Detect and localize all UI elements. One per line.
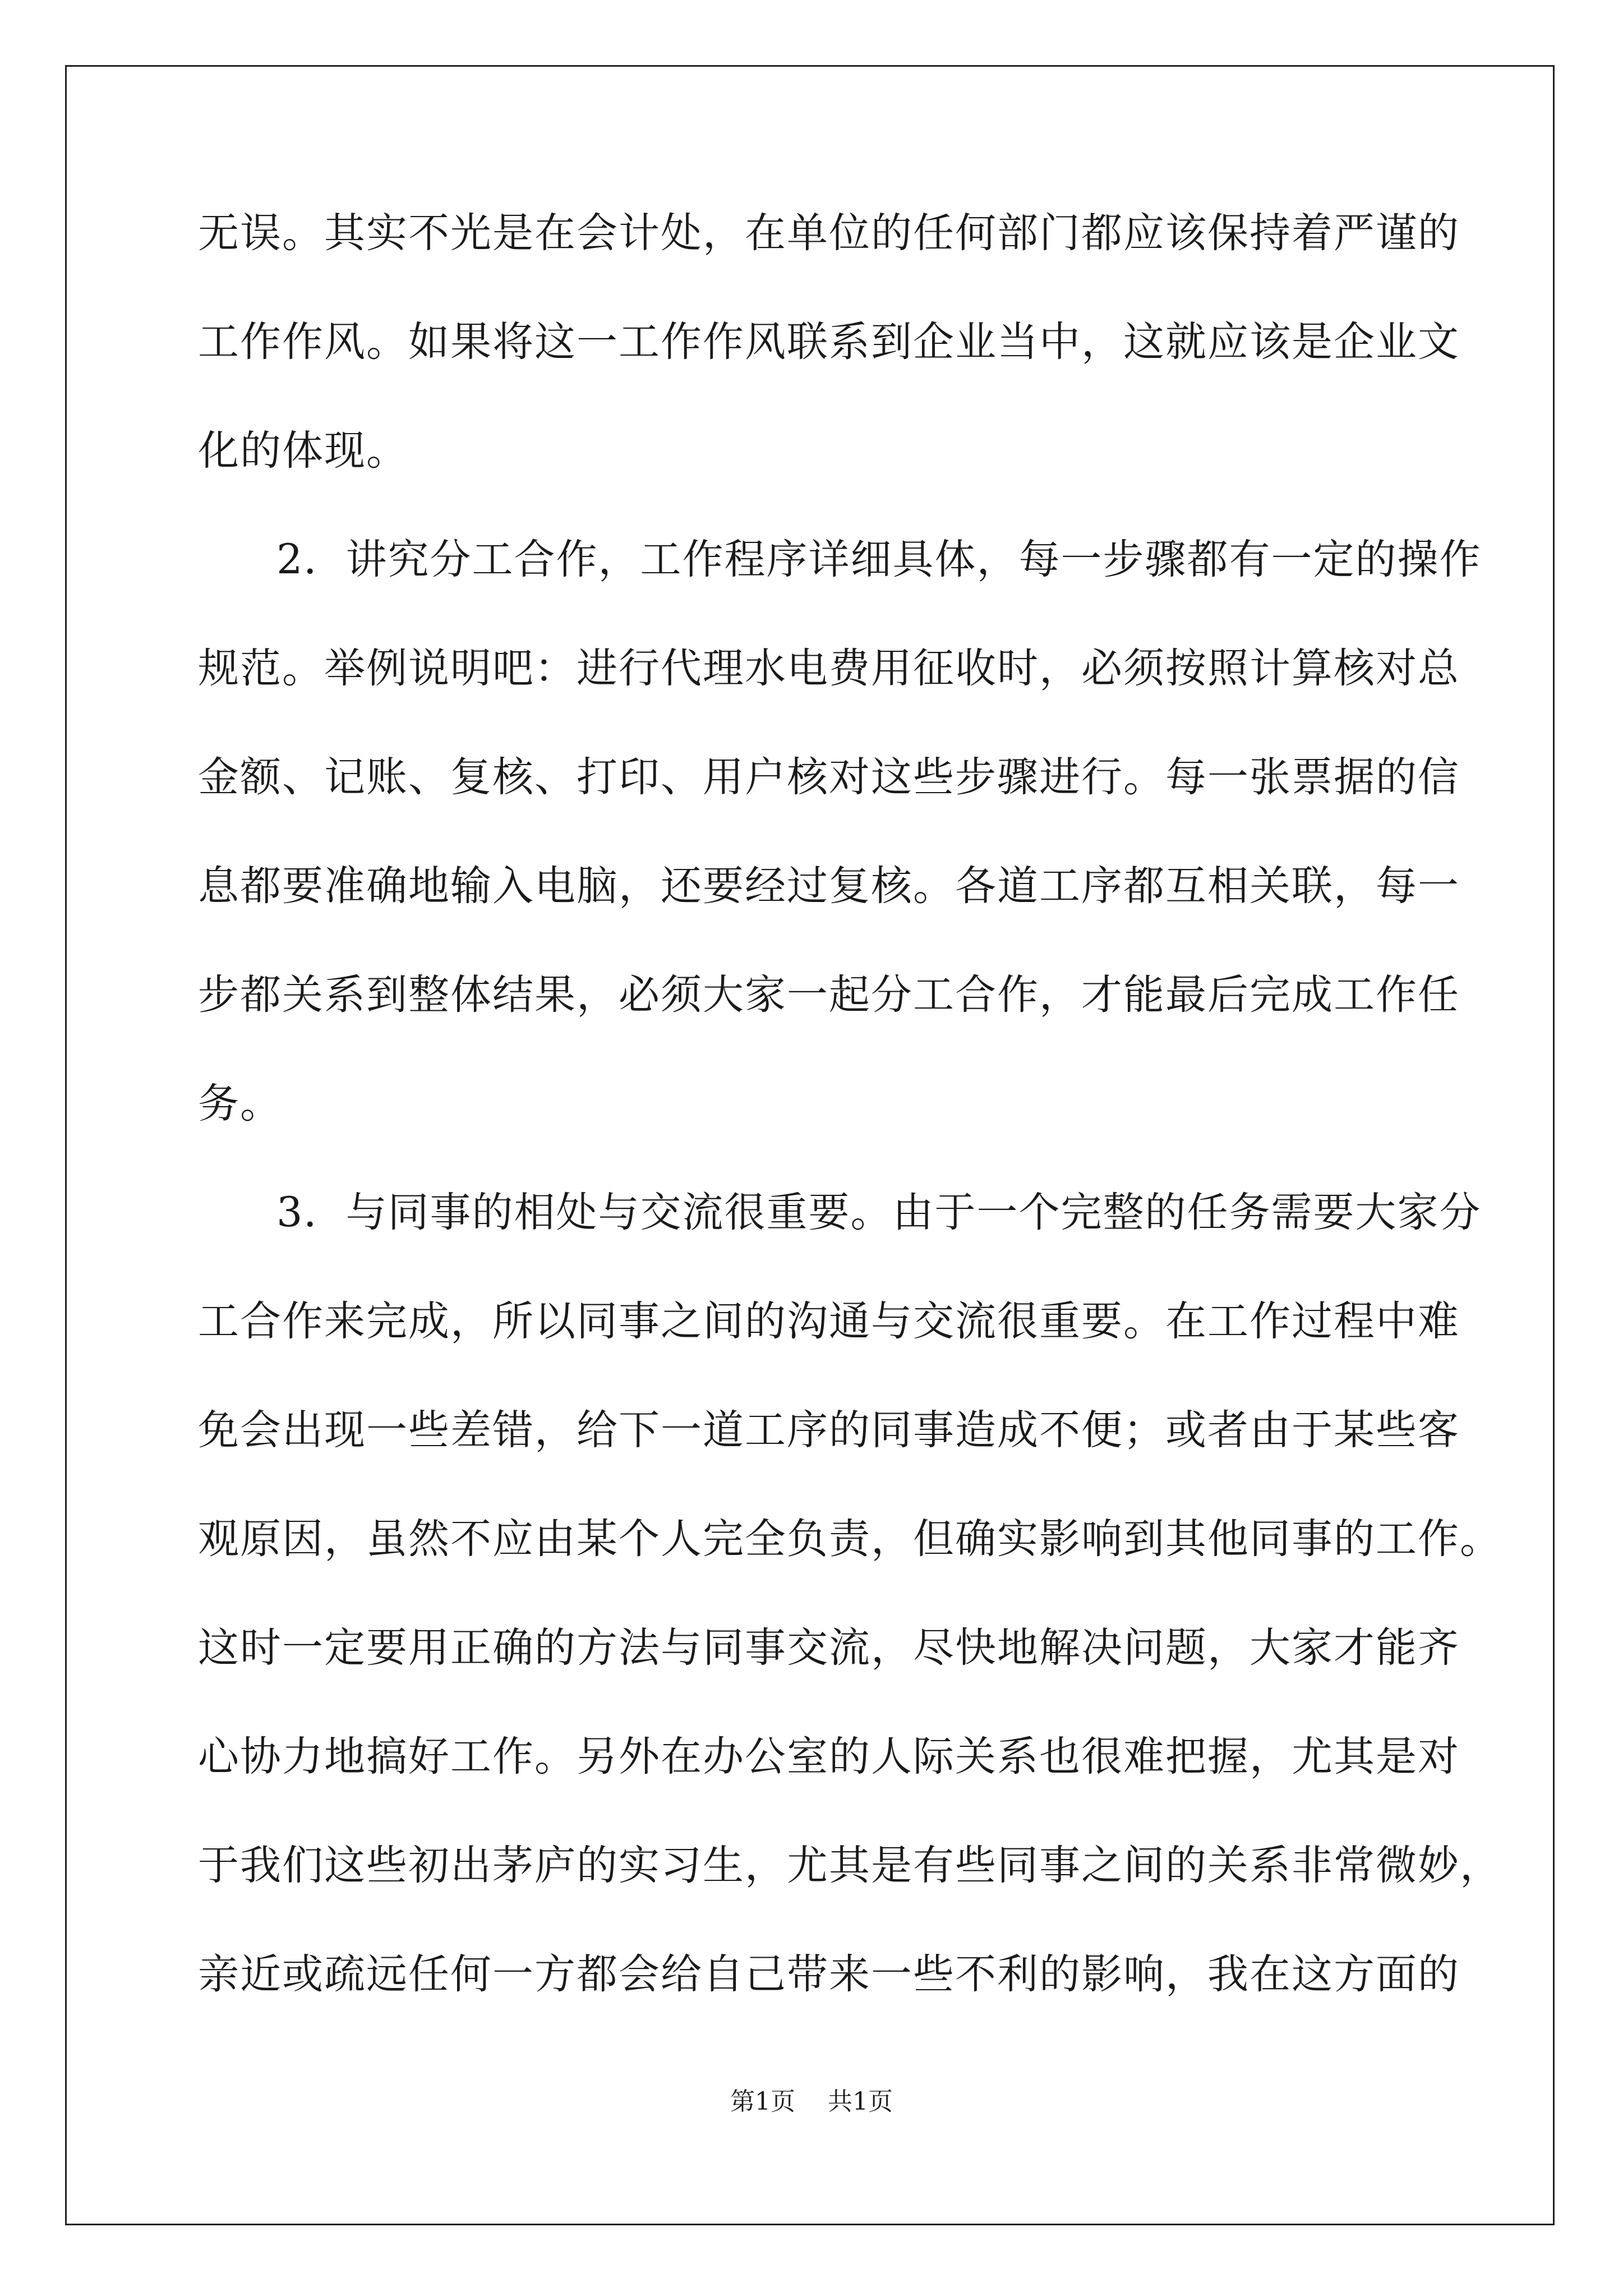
text-line: 金额、记账、复核、打印、用户核对这些步骤进行。每一张票据的信 xyxy=(198,753,1460,801)
text-line: 于我们这些初出茅庐的实习生，尤其是有些同事之间的关系非常微妙， xyxy=(198,1842,1502,1889)
page-number-current: 第1页 xyxy=(730,2087,795,2116)
text-line: 务。 xyxy=(198,1080,282,1128)
page-border xyxy=(65,65,1555,2225)
text-line: 这时一定要用正确的方法与同事交流，尽快地解决问题，大家才能齐 xyxy=(198,1624,1460,1672)
page-number-total: 共1页 xyxy=(828,2087,893,2116)
page-footer xyxy=(0,2081,1623,2117)
text-line: 心协力地搞好工作。另外在办公室的人际关系也很难把握，尤其是对 xyxy=(198,1733,1460,1780)
text-line: 步都关系到整体结果，必须大家一起分工合作，才能最后完成工作任 xyxy=(198,971,1460,1019)
text-line-indented: 3．与同事的相处与交流很重要。由于一个完整的任务需要大家分 xyxy=(276,1189,1482,1236)
text-line: 免会出现一些差错，给下一道工序的同事造成不便；或者由于某些客 xyxy=(198,1406,1460,1454)
text-line: 工合作来完成，所以同事之间的沟通与交流很重要。在工作过程中难 xyxy=(198,1297,1460,1345)
text-line: 工作作风。如果将这一工作作风联系到企业当中，这就应该是企业文 xyxy=(198,318,1460,366)
text-line: 化的体现。 xyxy=(198,427,408,475)
text-line: 息都要准确地输入电脑，还要经过复核。各道工序都互相关联，每一 xyxy=(198,862,1460,910)
text-line: 观原因，虽然不应由某个人完全负责，但确实影响到其他同事的工作。 xyxy=(198,1515,1502,1563)
text-line-indented: 2．讲究分工合作，工作程序详细具体，每一步骤都有一定的操作 xyxy=(276,536,1482,583)
text-line: 规范。举例说明吧：进行代理水电费用征收时，必须按照计算核对总 xyxy=(198,645,1460,692)
text-line: 无误。其实不光是在会计处，在单位的任何部门都应该保持着严谨的 xyxy=(198,209,1460,257)
text-line: 亲近或疏远任何一方都会给自己带来一些不利的影响，我在这方面的 xyxy=(198,1950,1460,1998)
